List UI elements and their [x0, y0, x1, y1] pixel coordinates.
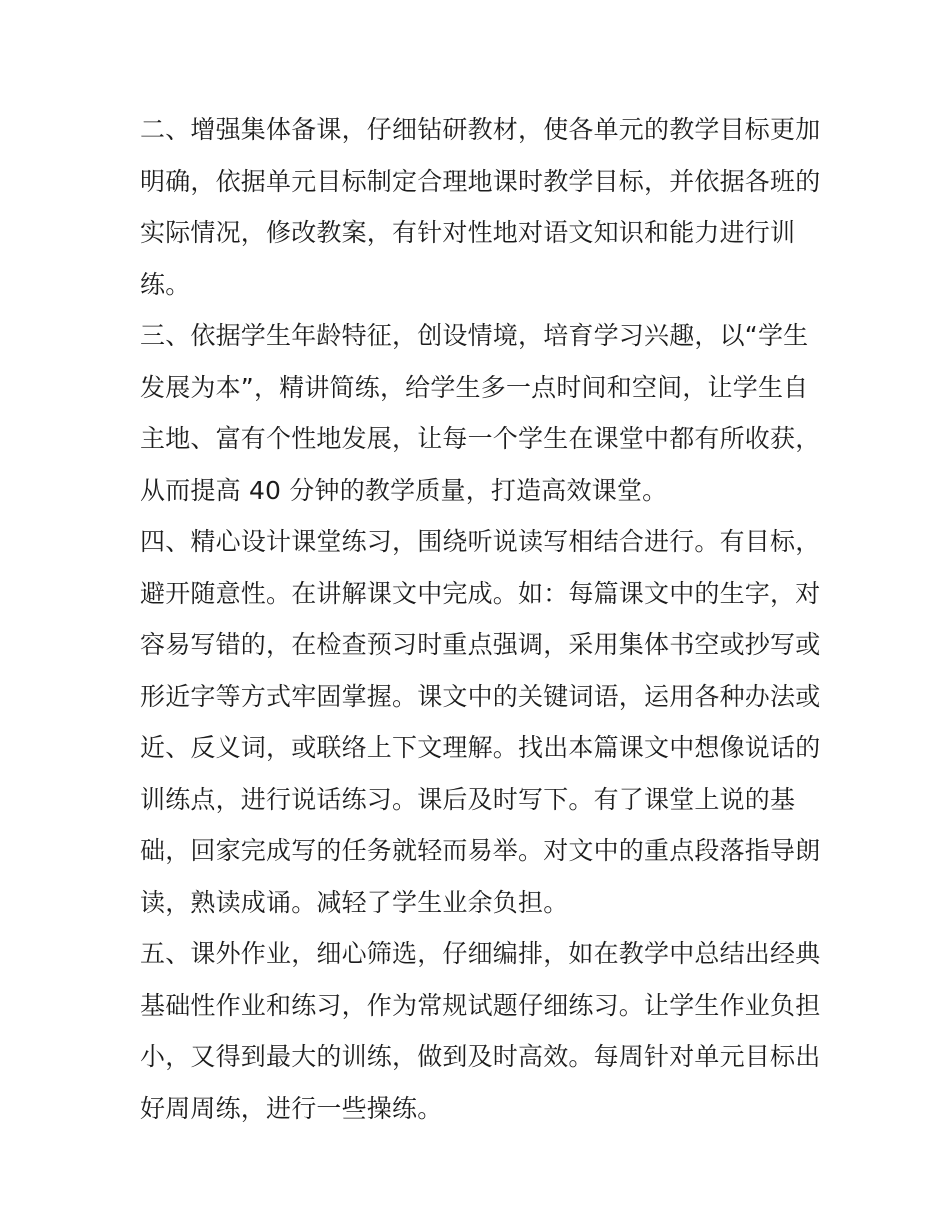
text-line: 训练点，进行说话练习。课后及时写下。有了课堂上说的基	[140, 784, 796, 814]
text-line: 实际情况，修改教案，有针对性地对语文知识和能力进行训	[140, 218, 796, 247]
text-line: 小，又得到最大的训练，做到及时高效。每周针对单元目标出	[140, 1042, 820, 1071]
text-line: 基础性作业和练习，作为常规试题仔细练习。让学生作业负担	[140, 990, 820, 1020]
text-line: 好周周练，进行一些操练。	[140, 1093, 443, 1123]
text-line: 二、增强集体备课，仔细钻研教材，使各单元的教学目标更加	[140, 115, 820, 144]
text-line: 主地、富有个性地发展，让每一个学生在课堂中都有所收获，	[140, 424, 820, 453]
text-line: 四、精心设计课堂练习，围绕听说读写相结合进行。有目标，	[140, 527, 820, 556]
text-line: 避开随意性。在讲解课文中完成。如：每篇课文中的生字，对	[140, 578, 820, 608]
paragraph-two	[140, 104, 820, 310]
paragraph-four	[140, 516, 820, 928]
text-line: 础，回家完成写的任务就轻而易举。对文中的重点段落指导朗	[140, 836, 820, 865]
text-line: 明确，依据单元目标制定合理地课时教学目标，并依据各班的	[140, 166, 820, 196]
text-line: 三、依据学生年龄特征，创设情境，培育学习兴趣，以“学生	[140, 321, 809, 350]
text-line: 读，熟读成诵。减轻了学生业余负担。	[140, 887, 569, 917]
text-line: 五、课外作业，细心筛选，仔细编排，如在教学中总结出经典	[140, 939, 820, 968]
text-line: 近、反义词，或联络上下文理解。找出本篇课文中想像说话的	[140, 733, 820, 762]
text-line: 练。	[140, 269, 191, 299]
text-line: 容易写错的，在检查预习时重点强调，采用集体书空或抄写或	[140, 630, 820, 659]
paragraph-three	[140, 310, 820, 516]
text-line: 形近字等方式牢固掌握。课文中的关键词语，运用各种办法或	[140, 681, 820, 711]
document-body	[140, 104, 820, 1134]
paragraph-five	[140, 928, 820, 1134]
text-line: 发展为本”，精讲简练，给学生多一点时间和空间，让学生自	[140, 372, 809, 402]
text-line: 从而提高 40 分钟的教学质量，打造高效课堂。	[140, 475, 668, 505]
